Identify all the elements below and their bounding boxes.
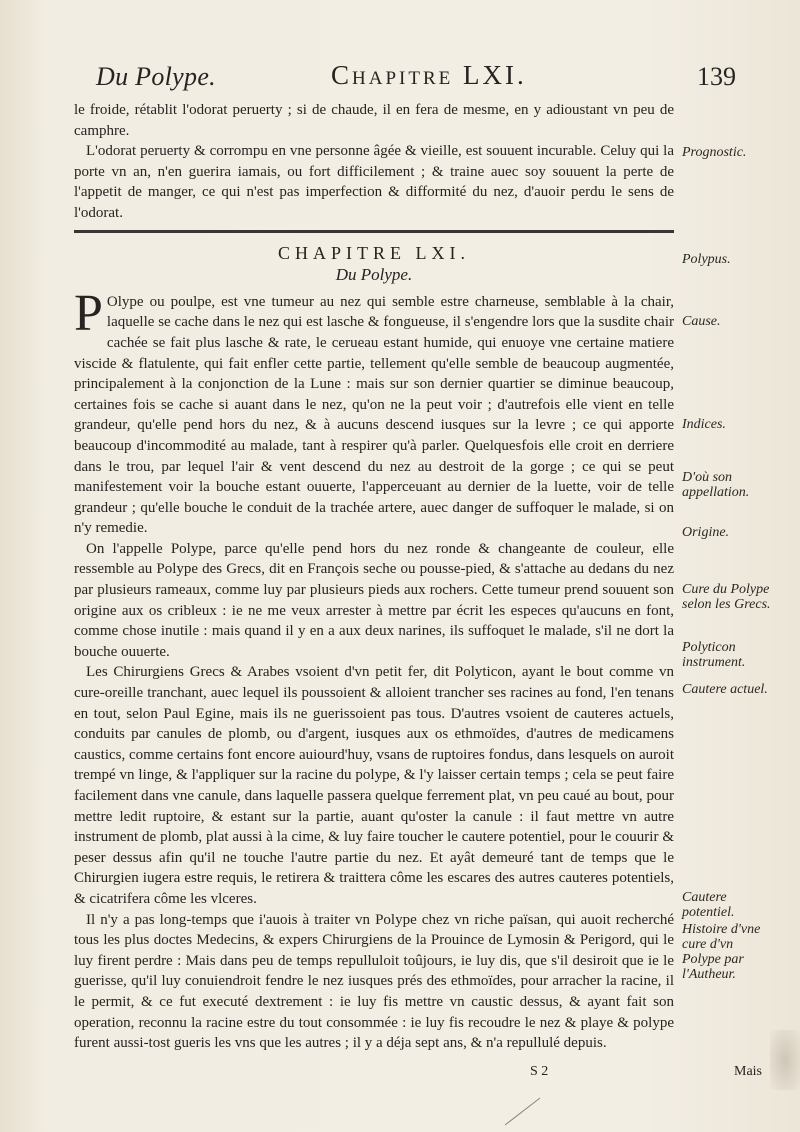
- chapter-paragraph-4: Il n'y a pas long-temps que i'auois à traiter vn Polype chez vn riche païsan, qui auoit recherché tous les plus doctes Medecins, & expers Chirurgiens de la Prouince de Lymosin & Perigord, qui le luy firent perdre : Mais dans peu de temps repulluloit toûjours, ie luy dis, que s'il desiroit que ie le guerisse, qu'il luy conuiendroit fendre le nez iusques prés des ethmoïdes, pour arracher la racine, il le permit, & ce fut executé dextrement : ie luy fis mettre vn caustic dessus, & ayant fait son operation, reconnu la racine estre du tout consommée : ie luy fis recoudre le nez & playe & polype furent aussi-tost gueris les vns que les autres ; il y a déja sept ans, & n'a repullulé depuis.: [74, 911, 674, 1052]
- chapter-paragraph-3: Les Chirurgiens Grecs & Arabes vsoient d'vn petit fer, dit Polyticon, ayant le bout comme vn cure-oreille tranchant, auec lequel ils poussoient & alloient trancher ses racines au fond, l'en tenans en tout, selon Paul Egine, mais ils ne guerissoient pas tous. D'autres vsoient de cauteres actuels, conduits par canules de plomb, ou d'argent, iusques aux os ethmoïdes, d'autres de medicamens caustics, comme certains font encore auiourd'huy, vsans de ruptoires fondus, dans lesquels on auroit trempé vn linge, & l'appliquer sur la racine du polype, & l'y laisser certain temps ; cela se peut faire facilement dans vne canule, dans laquelle passera quelque ferrement plat, vn peu caué au bout, pour mettre ledit ruptoire, & estant sur la partie, auant qu'oster la canule : il faut mettre vn autre instrument de plomb, plat aussi à la cime, & luy faire toucher le cautere potentiel, pour le couurir & peser dessus afin qu'il ne touche l'autre partie du nez. Et ayât demeuré tant de temps que le Chirurgien iugera estre requis, le retirera & traittera côme les escares des autres cauteres potentiels, & cicatrifera côme les vlceres.: [74, 664, 674, 907]
- margin-note-cautere-actuel: Cautere actuel.: [682, 682, 768, 697]
- catchword: Mais: [734, 1064, 762, 1079]
- margin-note-cause: Cause.: [682, 314, 721, 329]
- margin-note-polyticon: Polyticon instrument.: [682, 640, 746, 670]
- intro-paragraph-1: le froide, rétablit l'odorat peruerty ; si de chaude, il en fera de mesme, en y adioustant vn peu de camphre.: [74, 102, 674, 139]
- margin-note-cure-grecs: Cure du Polype selon les Grecs.: [682, 582, 771, 612]
- chapter-paragraph-2: On l'appelle Polype, parce qu'elle pend hors du nez ronde & changeante de couleur, elle ressemble au Polype des Grecs, dit en François seche ou pousse-pied, & s'attache au dedans du nez par plusieurs rameaux, comme luy par plusieurs pieds aux rochers. Cette tumeur prend souuent son origine aux os cribleux : ie ne me veux arrester à mettre par écrit les especes qu'aucuns en font, comme chose inutile : mais quand il y en a aux deux narines, ils suffoquet le malade, s'il ne dort la bouche ouuerte.: [74, 540, 674, 660]
- drop-cap: P: [74, 284, 103, 342]
- chapter-heading: CHAPITRE LXI.: [278, 242, 470, 263]
- chapter-subtitle: Du Polype.: [335, 265, 413, 285]
- running-head: [96, 60, 736, 100]
- margin-note-indices: Indices.: [682, 417, 726, 432]
- margin-note-prognostic: Prognostic.: [682, 145, 747, 160]
- intro-paragraph-2: L'odorat peruerty & corrompu en vne personne âgée & vieille, est souuent incurable. Celuy qui la porte vn an, n'en guerira iamais, ou fort difficilement ; & traine auec soy souuent la perte de l'appetit de manger, ce qui n'est pas imperfection & difformité du nez, d'auoir perdu le sens de l'odorat.: [74, 143, 674, 221]
- text-column: [74, 100, 674, 1054]
- paper-stain: [770, 1030, 800, 1090]
- margin-note-origine: Origine.: [682, 525, 730, 540]
- margin-note-cautere-potentiel: Cautere potentiel.: [682, 890, 735, 920]
- pencil-mark-icon: [500, 1090, 590, 1130]
- chapter-paragraph-1-text: Olype ou poulpe, est vne tumeur au nez qui semble estre charneuse, semblable à la chair, laquelle se cache dans le nez qui est lasche & fongueuse, il s'engendre lors que la susdite chair cachée se fait plus lasche & rate, le cerueau estant humide, qui enuoye vne certaine matiere viscide & flatulente, qui fait enfler cette partie, tellement qu'elle semble de beaucoup augmentée, principalement à la conjonction de la Lune : mais sur son dernier quartier se diminue beaucoup, certaines fois se cache si auant dans le nez, qu'on ne la peut voir ; d'autrefois elle vient en telle grandeur, qu'elle pend hors du nez, & à aucuns descend iusques sur la levre ; ce qui apporte beaucoup d'incommodité au malade, tant à respirer qu'à parler. Quelquesfois elle croit en derriere dans le trou, par lequel l'air & vent descend du nez au destroit de la gorge ; ce qui se peut manifestement voir la bouche estant ouuerte, l'apperceuant au dernier de la luette, voir de telle grandeur ; qu'elle bouche le conduit de la trachée artere, auec danger de suffoquer le malade, si on n'y remedie.: [74, 293, 674, 537]
- running-title: Du Polype.: [96, 62, 216, 91]
- chapter-rule: [74, 230, 674, 233]
- margin-note-polypus: Polypus.: [682, 252, 731, 267]
- margin-note-appellation: D'où son appellation.: [682, 470, 750, 500]
- page-number: 139: [697, 62, 736, 91]
- running-chapter: Chapitre LXI.: [331, 60, 527, 90]
- signature-mark: S 2: [530, 1064, 549, 1079]
- chapter-paragraph-1: [74, 284, 674, 539]
- margin-note-histoire: Histoire d'vne cure d'vn Polype par l'Autheur.: [682, 922, 761, 982]
